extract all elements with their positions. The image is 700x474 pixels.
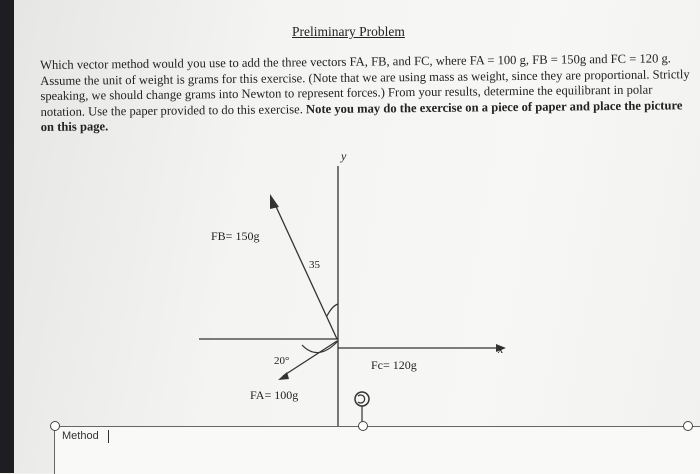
- fb-vector: [273, 200, 337, 339]
- fb-label: FB= 150g: [211, 229, 260, 243]
- page-title: Preliminary Problem: [292, 24, 405, 39]
- rotate-icon[interactable]: [355, 392, 369, 422]
- fb-arrowhead: [270, 194, 279, 209]
- text-caret: [108, 430, 109, 443]
- method-text-box[interactable]: [54, 426, 700, 474]
- angle-20-label: 20°: [274, 355, 290, 367]
- angle-35-arc: [327, 304, 338, 316]
- instruction-text: Note you may do the exercise on a piece of paper and place the picture on this page.: [40, 97, 683, 134]
- fa-label: FA= 100g: [250, 388, 299, 402]
- angle-35-label: 35: [309, 259, 320, 271]
- resize-handle-middle[interactable]: [358, 421, 368, 431]
- fc-label: Fc= 120g: [371, 358, 417, 372]
- resize-handle-left[interactable]: [50, 421, 60, 431]
- angle-20-arc: [302, 341, 338, 353]
- fa-vector: [283, 341, 337, 376]
- y-axis-label: y: [341, 149, 347, 163]
- problem-text: Which vector method would you use to add the three vectors FA, FB, and FC, where FA = 100 g, FB = 150g and FC = 120 g. Assume the unit of weight is grams for this exercise. (Note that we are using mass as weight, since they are proportional. Strictly speaking, we should change grams into Newton to represent forces.) From your results, determine the equilibrant in polar notation. Use the paper provided to do this exercise.: [40, 51, 690, 119]
- x-axis-label: x: [498, 342, 504, 356]
- method-label: Method: [62, 430, 99, 442]
- resize-handle-right[interactable]: [683, 421, 693, 431]
